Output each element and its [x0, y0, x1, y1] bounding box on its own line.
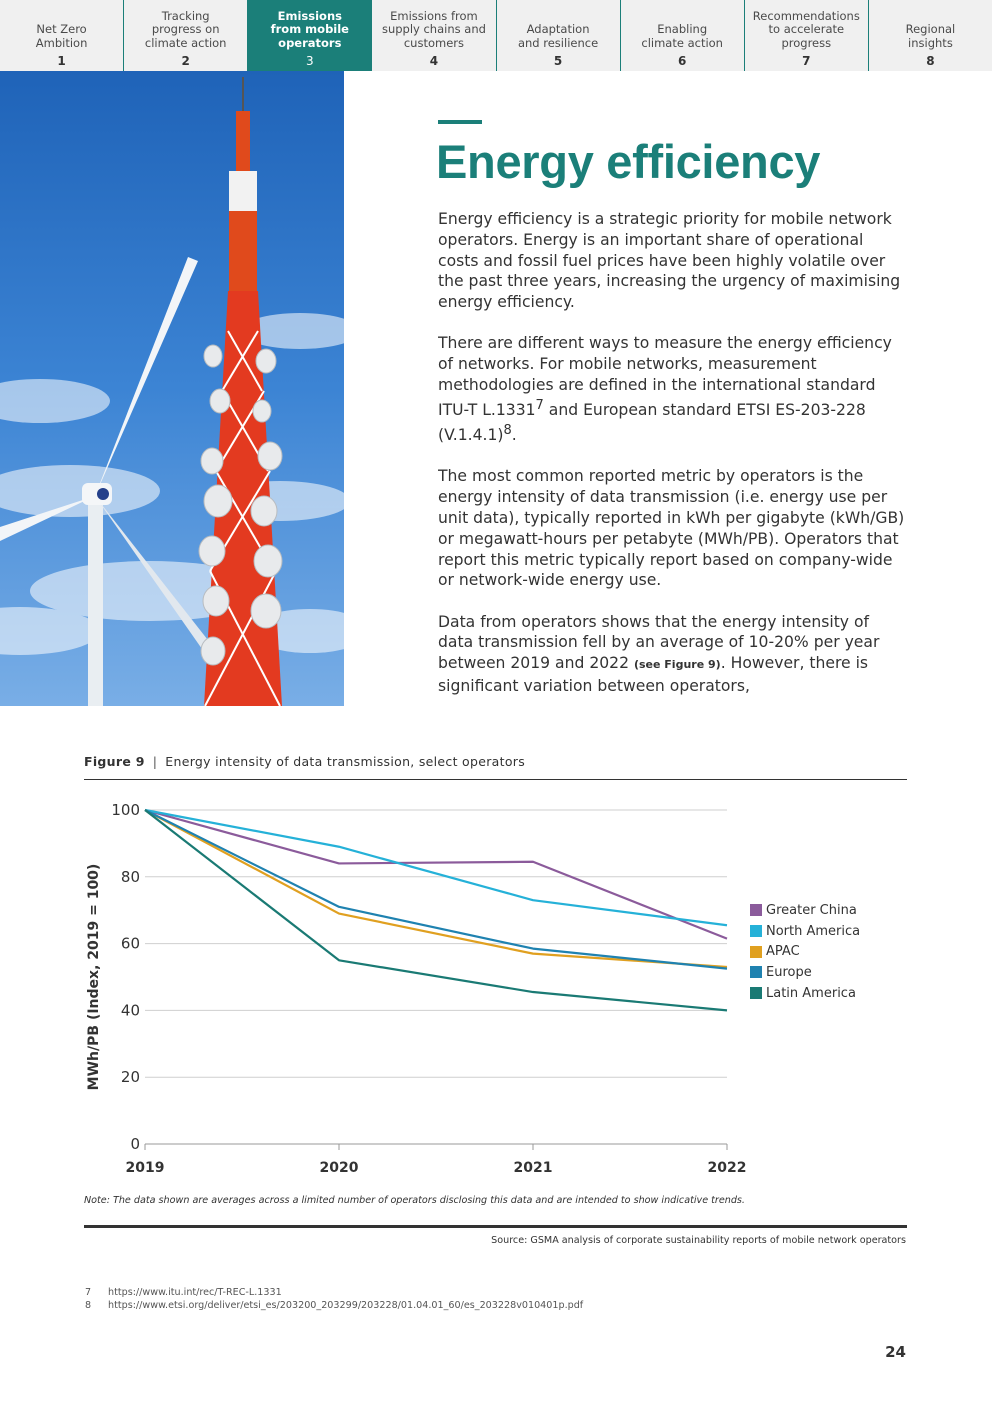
figure-title: Energy intensity of data transmission, select operators: [165, 754, 526, 769]
y-axis-label: MWh/PB (Index, 2019 = 100): [86, 863, 102, 1091]
legend-label: North America: [766, 923, 861, 939]
hero-photo: [0, 71, 344, 706]
paragraph-2-text-c: .: [511, 426, 517, 445]
tab-label: Tracking progress on climate action: [144, 8, 227, 50]
paragraph-2-text-a: There are different ways to measure the energy efficiency of networks. For mobile networks, measurement methodologies are defined in the international standard ITU-T L.1331: [438, 334, 892, 420]
caption-separator: |: [152, 754, 158, 769]
y-tick-label: 60: [120, 934, 140, 953]
paragraph-2-text-b: and European standard ETSI ES-203-228 (V.1.4.1): [438, 401, 866, 445]
footnote-8: [85, 1300, 583, 1313]
legend-swatch: [750, 966, 762, 978]
tab-enabling-climate-action[interactable]: [621, 0, 745, 71]
series-line-north-america: [145, 810, 727, 925]
tab-number: 3: [305, 54, 314, 68]
series-line-latin-america: [145, 810, 727, 1010]
legend-swatch: [750, 925, 762, 937]
paragraph-3: The most common reported metric by operators is the energy intensity of data transmission (i.e. energy use per unit data), typically reported in kWh per gigabyte (kWh/GB) or megawatt-hours per petabyte (MWh/PB). Operators that report this metric typically report based on company-wide or network-wide energy use.: [438, 467, 905, 590]
source-rule: [84, 1225, 907, 1228]
page-title: Energy efficiency: [436, 135, 821, 188]
tab-number: 5: [553, 54, 563, 68]
article-body: [438, 209, 908, 707]
tab-net-zero-ambition[interactable]: [0, 0, 124, 71]
x-tick-label: 2022: [707, 1160, 747, 1176]
footnote-number: 7: [85, 1287, 92, 1298]
tab-label: Recommendations to accelerate progress: [752, 8, 860, 50]
figure-top-rule: [84, 779, 907, 780]
x-tick-label: 2020: [319, 1160, 359, 1176]
tab-label: Net Zero Ambition: [35, 22, 88, 50]
paragraph-1: Energy efficiency is a strategic priority for mobile network operators. Energy is an important share of operational costs and fossil fuel prices have been highly volatile over the past three years, increasing the urgency of maximising energy efficiency.: [438, 210, 901, 312]
section-nav: [0, 0, 992, 71]
legend-swatch: [750, 987, 762, 999]
paragraph-2: [438, 333, 908, 445]
paragraph-4: [438, 612, 908, 697]
tab-number: 2: [181, 54, 190, 68]
tab-number: 1: [57, 54, 66, 68]
figure-reference[interactable]: (see Figure 9): [633, 658, 721, 672]
x-tick-label: 2021: [513, 1160, 553, 1176]
figure-caption: [84, 754, 525, 769]
y-tick-label: 20: [120, 1068, 140, 1087]
x-tick-label: 2019: [125, 1160, 165, 1176]
footnote-link[interactable]: https://www.etsi.org/deliver/etsi_es/203200_203299/203228/01.04.01_60/es_203228v010401p.pdf: [108, 1299, 584, 1311]
chart-legend: [750, 900, 860, 1003]
y-tick-label: 80: [120, 867, 140, 886]
tab-emissions-mobile-operators[interactable]: [248, 0, 372, 71]
footnote-7: [85, 1287, 583, 1300]
paragraph-4-text-a: Data from operators shows that the energy intensity of data transmission fell by an average of 10-20% per year between 2019 and 2022: [438, 612, 880, 673]
legend-label: Europe: [766, 964, 812, 980]
y-tick-label: 40: [120, 1001, 140, 1020]
tab-tracking-progress[interactable]: [124, 0, 248, 71]
legend-item: [750, 962, 860, 983]
tab-number: 6: [678, 54, 687, 68]
tab-recommendations[interactable]: [745, 0, 869, 71]
page-number: 24: [885, 1343, 906, 1361]
footnote-number: 8: [85, 1299, 92, 1311]
title-accent-bar: [438, 120, 482, 124]
tab-regional-insights[interactable]: [869, 0, 992, 71]
legend-item: [750, 921, 860, 942]
footnote-link[interactable]: https://www.itu.int/rec/T-REC-L.1331: [108, 1287, 282, 1298]
figure-note: Note: The data shown are averages across a limited number of operators disclosing this data and are intended to show indicative trends.: [84, 1195, 745, 1206]
legend-swatch: [750, 904, 762, 916]
tab-label: Regional insights: [905, 22, 956, 50]
legend-label: APAC: [766, 944, 800, 960]
y-tick-label: 100: [111, 801, 140, 819]
tab-number: 7: [802, 54, 811, 68]
legend-swatch: [750, 946, 762, 958]
figure-label: Figure 9: [84, 754, 145, 769]
y-tick-label: 0: [130, 1135, 140, 1153]
footnotes: [85, 1287, 583, 1312]
tower-turbine-illustration: [0, 71, 344, 706]
tab-number: 4: [429, 54, 439, 68]
footnote-ref-8[interactable]: 8: [503, 422, 512, 438]
footnote-ref-7[interactable]: 7: [535, 397, 544, 413]
legend-label: Greater China: [766, 902, 857, 918]
legend-item: [750, 983, 860, 1004]
tab-label: Adaptation and resilience: [517, 22, 599, 50]
tab-adaptation-resilience[interactable]: [497, 0, 621, 71]
tab-number: 8: [926, 54, 935, 68]
legend-label: Latin America: [766, 985, 856, 1001]
tab-label: Emissions from mobile operators: [270, 8, 349, 50]
tab-label: Emissions from supply chains and customers: [381, 8, 486, 50]
legend-item: [750, 900, 860, 921]
figure-source: Source: GSMA analysis of corporate sustainability reports of mobile network operators: [491, 1235, 906, 1246]
tab-label: Enabling climate action: [641, 22, 723, 50]
paragraph-4-text-b: . However, there is significant variation between operators,: [438, 654, 869, 696]
legend-item: [750, 941, 860, 962]
tab-emissions-supply-chains[interactable]: [372, 0, 496, 71]
